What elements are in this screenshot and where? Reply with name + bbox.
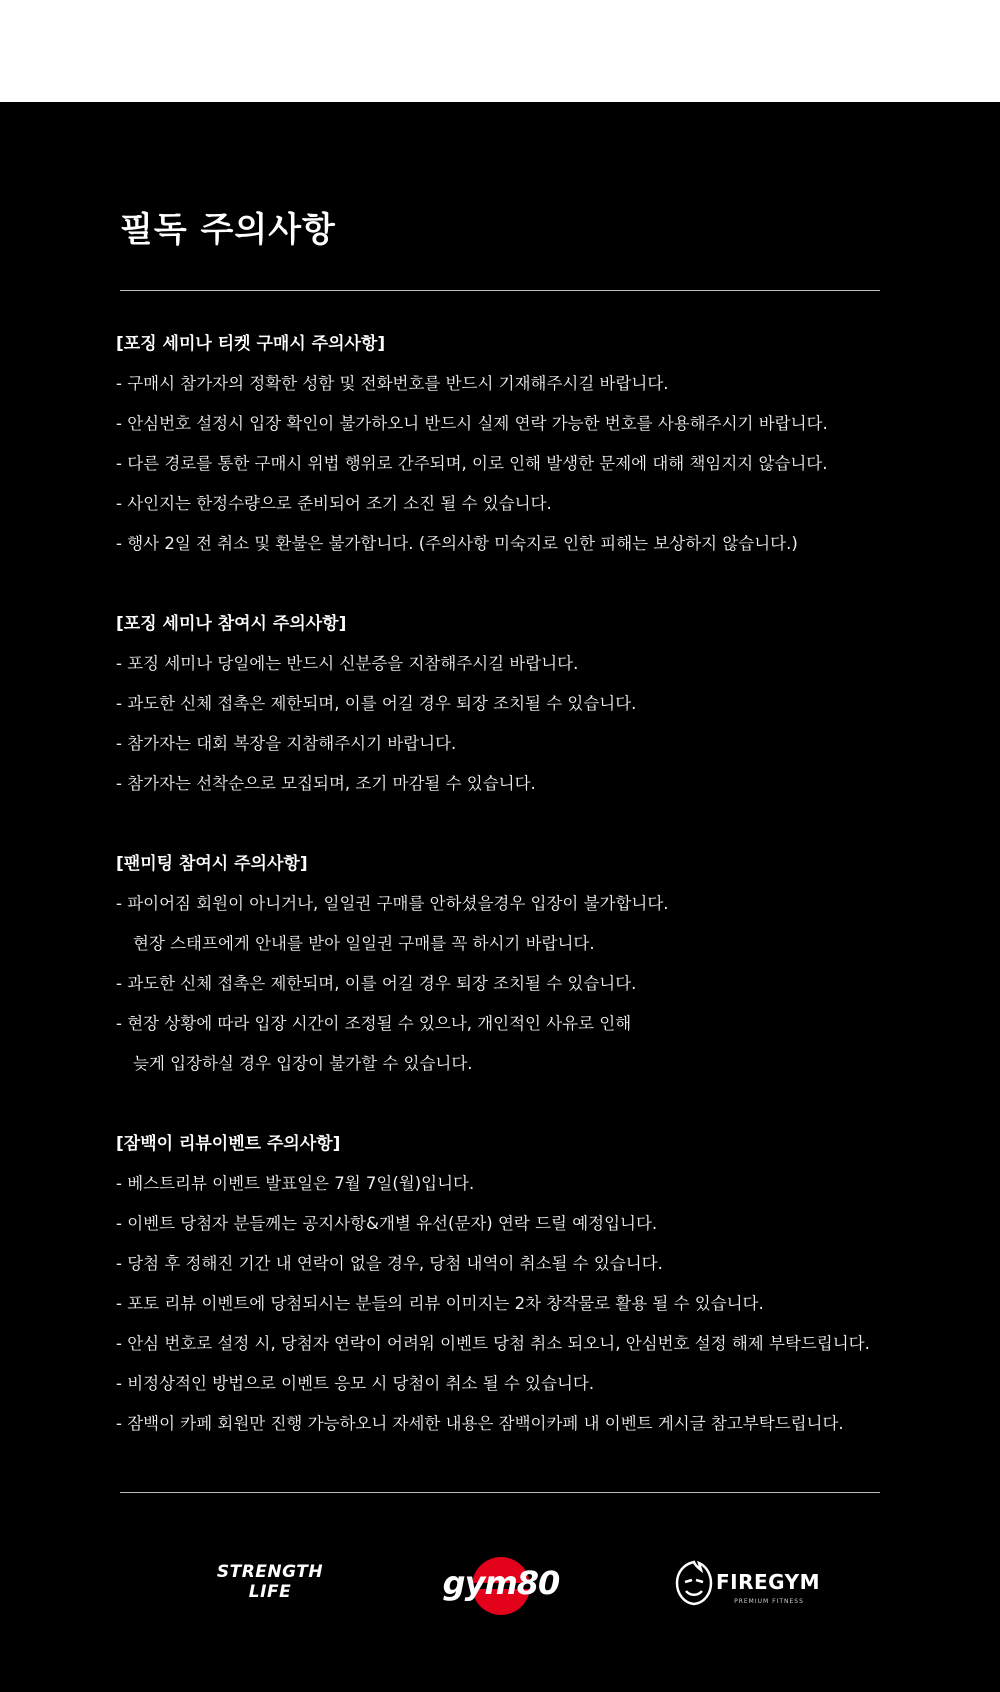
- strength-logo-line: STRENGTH: [216, 1562, 324, 1582]
- notice-line-continued: 현장 스태프에게 안내를 받아 일일권 구매를 꼭 하시기 바랍니다.: [133, 934, 595, 953]
- notice-line: - 잠백이 카페 회원만 진행 가능하오니 자세한 내용은 잠백이카페 내 이벤트 게시글 참고부탁드립니다.: [116, 1414, 844, 1433]
- top-divider: [120, 290, 880, 291]
- page-title: 필독 주의사항: [120, 210, 336, 250]
- gorilla-head-icon: [672, 1558, 716, 1608]
- notice-line: - 사인지는 한정수량으로 준비되어 조기 소진 될 수 있습니다.: [116, 494, 552, 513]
- section-seminar-participation: [116, 604, 916, 804]
- notice-line: - 비정상적인 방법으로 이벤트 응모 시 당첨이 취소 될 수 있습니다.: [116, 1374, 595, 1393]
- firegym-wordmark: FIREGYM: [716, 1570, 821, 1594]
- notice-panel: [0, 102, 1000, 1692]
- notice-line: - 포토 리뷰 이벤트에 당첨되시는 분들의 리뷰 이미지는 2차 창작물로 활용 될 수 있습니다.: [116, 1294, 764, 1313]
- notice-line: - 이벤트 당첨자 분들께는 공지사항&개별 유선(문자) 연락 드릴 예정입니다.: [116, 1214, 658, 1233]
- life-logo-line: LIFE: [248, 1582, 292, 1602]
- notice-line: - 구매시 참가자의 정확한 성함 및 전화번호를 반드시 기재해주시길 바랍니다.: [116, 374, 669, 393]
- notice-line: - 다른 경로를 통한 구매시 위법 행위로 간주되며, 이로 인해 발생한 문제에 대해 책임지지 않습니다.: [116, 454, 828, 473]
- notice-line: - 안심번호 설정시 입장 확인이 불가하오니 반드시 실제 연락 가능한 번호를 사용해주시기 바랍니다.: [116, 414, 828, 433]
- firegym-tagline: PREMIUM FITNESS: [734, 1598, 804, 1605]
- notice-line: - 베스트리뷰 이벤트 발표일은 7월 7일(월)입니다.: [116, 1174, 475, 1193]
- notice-line: - 과도한 신체 접촉은 제한되며, 이를 어길 경우 퇴장 조치될 수 있습니다.: [116, 694, 637, 713]
- gym80-wordmark: gym80: [442, 1564, 560, 1602]
- bottom-divider: [120, 1492, 880, 1493]
- notice-line: - 당첨 후 정해진 기간 내 연락이 없을 경우, 당첨 내역이 취소될 수 있습니다.: [116, 1254, 663, 1273]
- notice-line: - 참가자는 대회 복장을 지참해주시기 바랍니다.: [116, 734, 457, 753]
- gym80-logo: [436, 1554, 566, 1618]
- notice-line: - 파이어짐 회원이 아니거나, 일일권 구매를 안하셨을경우 입장이 불가합니다.: [116, 894, 669, 913]
- section-fan-meeting: [116, 844, 916, 1084]
- sponsor-logos: [0, 1542, 1000, 1632]
- notice-line-continued: 늦게 입장하실 경우 입장이 불가할 수 있습니다.: [133, 1054, 473, 1073]
- notice-content: [116, 324, 916, 1484]
- notice-line: - 참가자는 선착순으로 모집되며, 조기 마감될 수 있습니다.: [116, 774, 536, 793]
- section-heading: [포징 세미나 티켓 구매시 주의사항]: [116, 334, 386, 354]
- section-heading: [포징 세미나 참여시 주의사항]: [116, 614, 347, 634]
- section-ticket-purchase: [116, 324, 916, 564]
- notice-line: - 과도한 신체 접촉은 제한되며, 이를 어길 경우 퇴장 조치될 수 있습니다.: [116, 974, 637, 993]
- notice-line: - 행사 2일 전 취소 및 환불은 불가합니다. (주의사항 미숙지로 인한 피해는 보상하지 않습니다.): [116, 534, 798, 553]
- notice-line: - 포징 세미나 당일에는 반드시 신분증을 지참해주시길 바랍니다.: [116, 654, 579, 673]
- strength-life-logo: [210, 1562, 330, 1602]
- firegym-logo: [672, 1558, 822, 1608]
- section-review-event: [116, 1124, 916, 1444]
- notice-line: - 안심 번호로 설정 시, 당첨자 연락이 어려워 이벤트 당첨 취소 되오니, 안심번호 설정 해제 부탁드립니다.: [116, 1334, 870, 1353]
- section-heading: [팬미팅 참여시 주의사항]: [116, 854, 308, 874]
- top-white-band: [0, 0, 1000, 102]
- section-heading: [잠백이 리뷰이벤트 주의사항]: [116, 1134, 341, 1154]
- notice-line: - 현장 상황에 따라 입장 시간이 조정될 수 있으나, 개인적인 사유로 인해: [116, 1014, 632, 1033]
